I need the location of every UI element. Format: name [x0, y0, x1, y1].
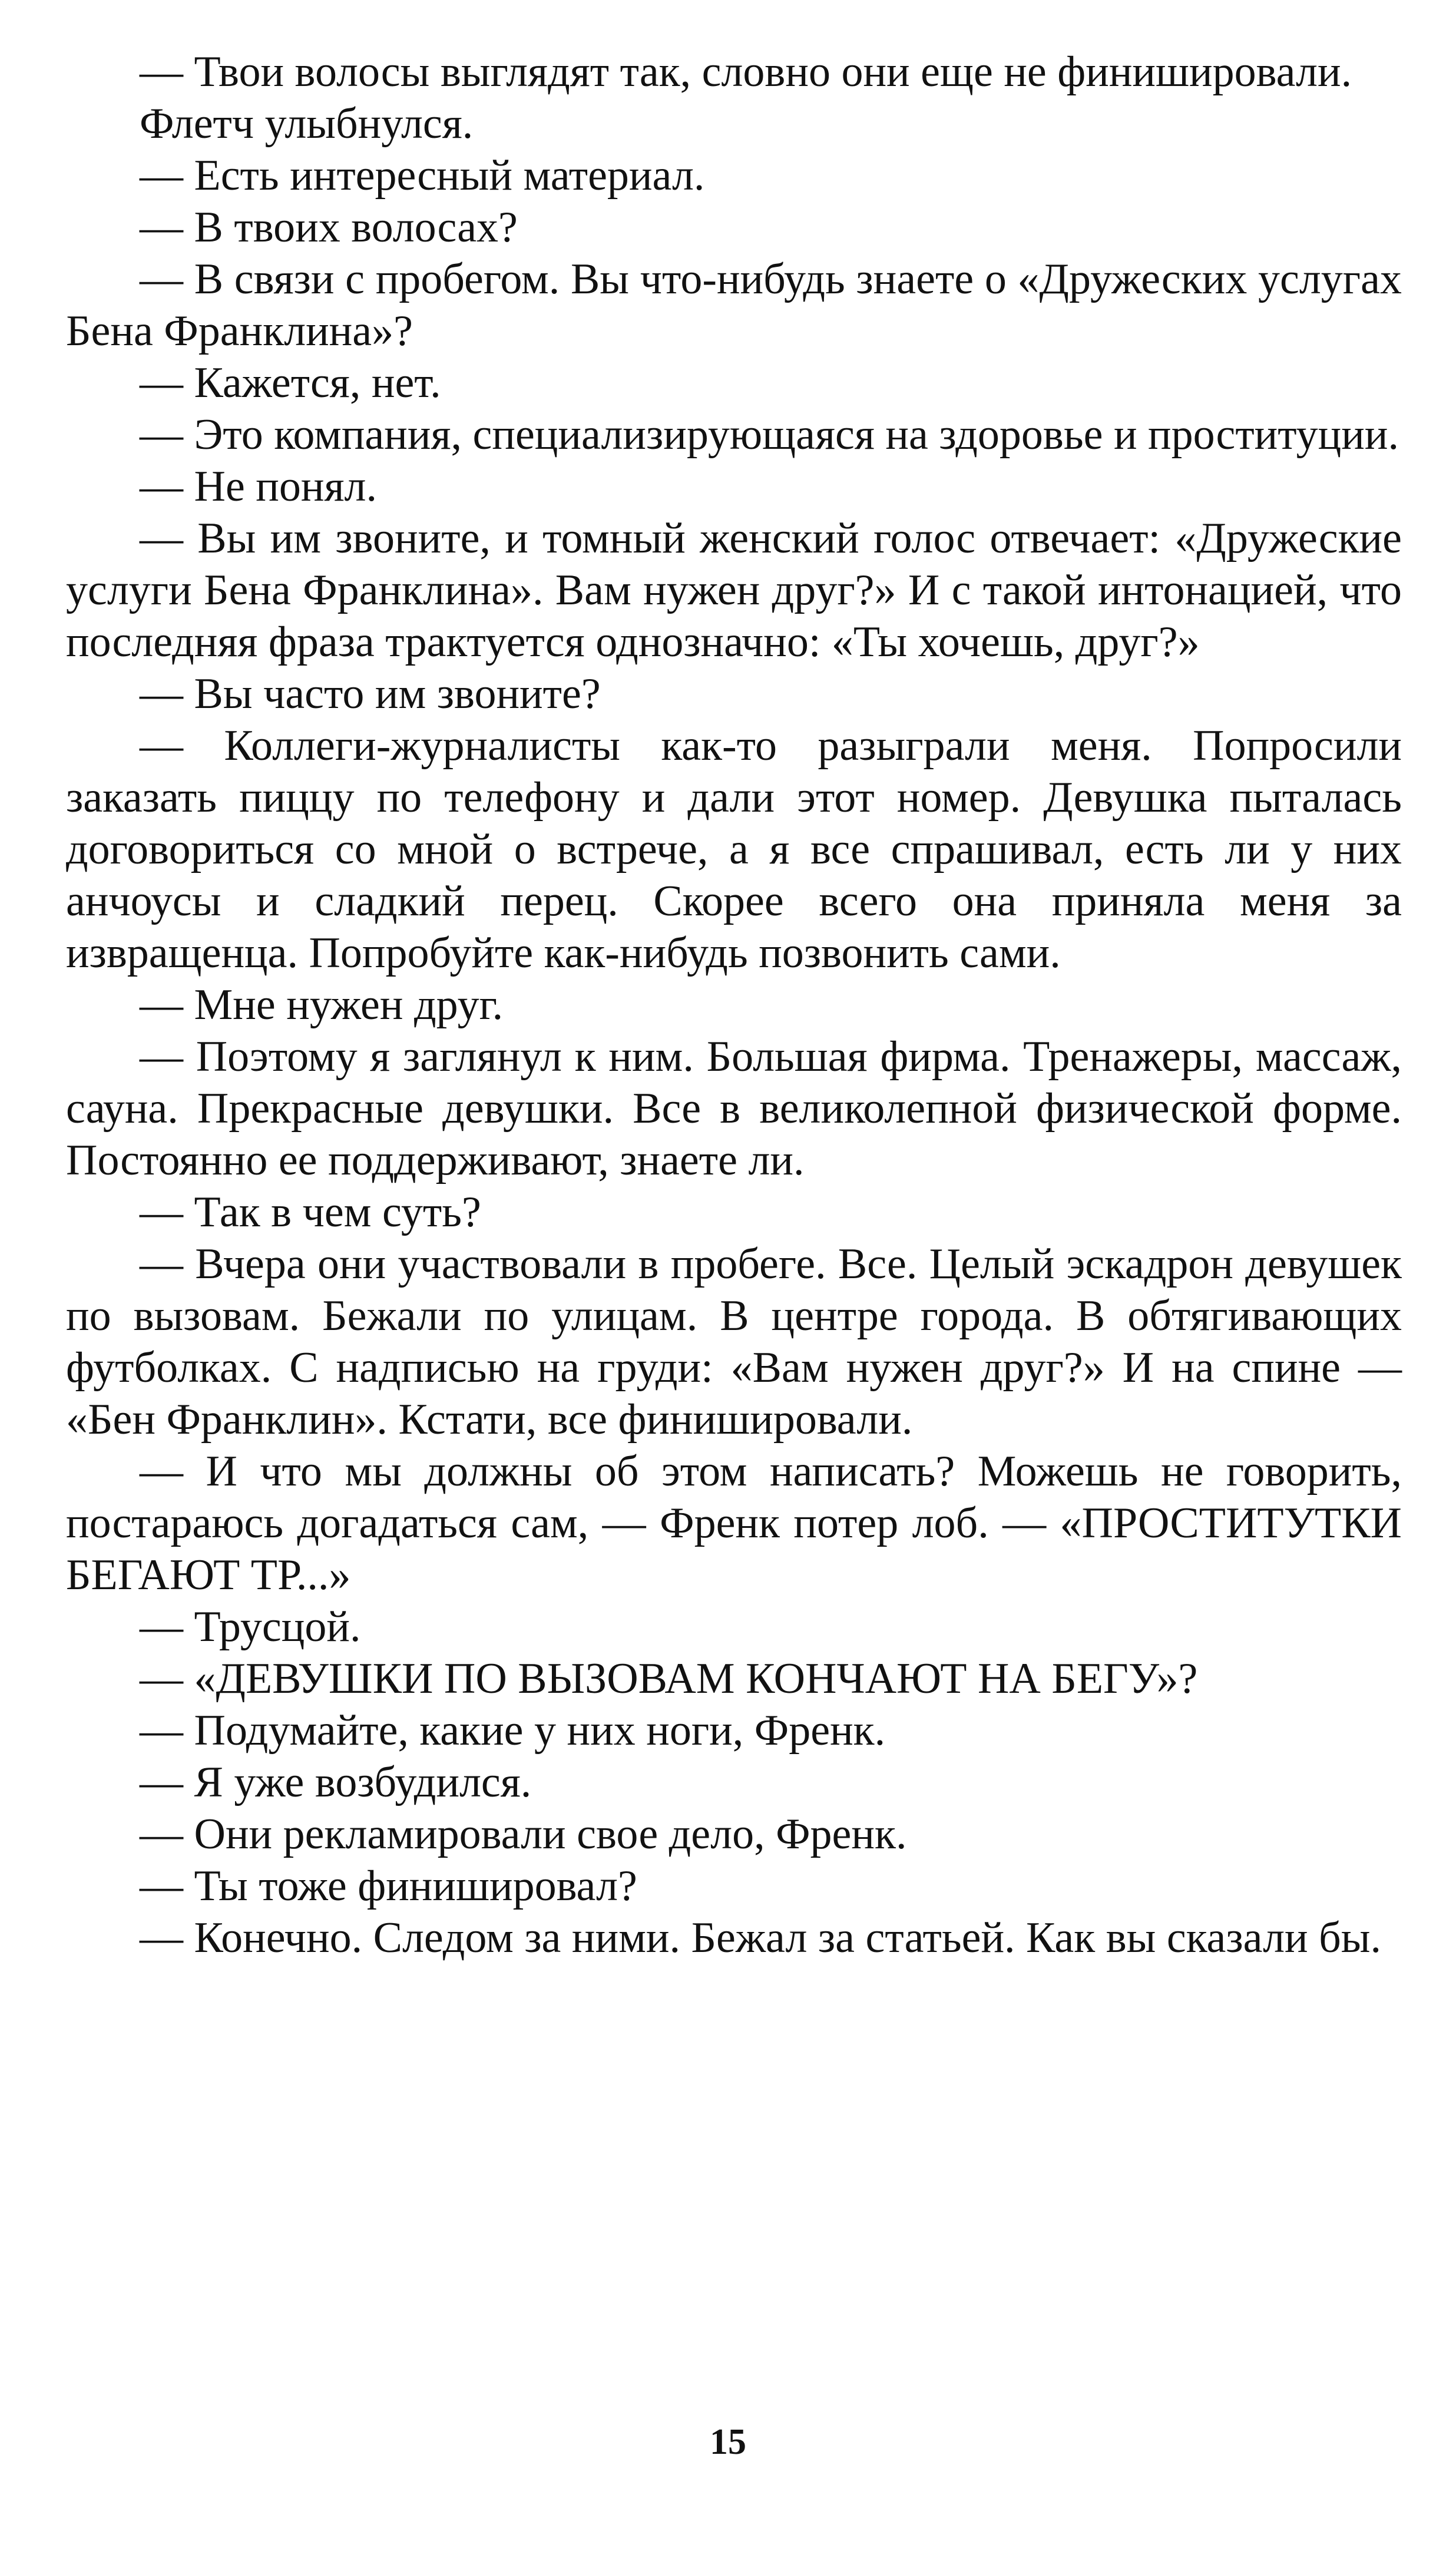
- paragraph: — Вы им звоните, и томный женский голос отвечает: «Дружеские услуги Бена Франклина». Вам нужен друг?» И с такой интонацией, что последняя фраза трактуется однозначно: «Ты хочешь, друг?»: [66, 514, 1402, 666]
- paragraph: — Коллеги-журналисты как-то разыграли меня. Попросили заказать пиццу по телефону и дали этот номер. Девушка пыталась договориться со мной о встрече, а я все спрашивал, есть ли у них анчоусы и сладкий перец. Скорее всего она приняла меня за извращенца. Попробуйте как-нибудь позвонить сами.: [66, 722, 1402, 977]
- paragraph: — Не понял.: [140, 462, 377, 511]
- paragraph: — Ты тоже финишировал?: [140, 1862, 637, 1910]
- paragraph: — Твои волосы выглядят так, словно они еще не финишировали.: [140, 48, 1352, 96]
- paragraph: — Трусцой.: [140, 1603, 361, 1651]
- paragraph: — И что мы должны об этом написать? Можешь не говорить, постараюсь догадаться сам, — Френк потер лоб. — «ПРОСТИТУТКИ БЕГАЮТ ТР...»: [66, 1447, 1402, 1599]
- paragraph: — Вчера они участвовали в пробеге. Все. Целый эскадрон девушек по вызовам. Бежали по улицам. В центре города. В обтягивающих футболках. С надписью на груди: «Вам нужен друг?» И на спине — «Бен Франклин». Кстати, все финишировали.: [66, 1240, 1402, 1444]
- paragraph: — Конечно. Следом за ними. Бежал за статьей. Как вы сказали бы.: [140, 1914, 1382, 1962]
- paragraph: — Подумайте, какие у них ноги, Френк.: [140, 1706, 886, 1755]
- paragraph: Флетч улыбнулся.: [140, 100, 474, 148]
- paragraph: — Так в чем суть?: [140, 1188, 481, 1236]
- paragraph: — Есть интересный материал.: [140, 151, 705, 200]
- page-number: 15: [710, 2422, 746, 2462]
- paragraph: — В связи с пробегом. Вы что-нибудь знаете о «Дружеских услугах Бена Франклина»?: [66, 255, 1402, 355]
- paragraph: — Кажется, нет.: [140, 359, 441, 407]
- paragraph: — Вы часто им звоните?: [140, 670, 601, 718]
- paragraph: — Мне нужен друг.: [140, 981, 504, 1029]
- paragraph: — В твоих волосах?: [140, 203, 518, 252]
- paragraph: — Это компания, специализирующаяся на здоровье и проституции.: [140, 411, 1399, 459]
- paragraph: — Поэтому я заглянул к ним. Большая фирма. Тренажеры, массаж, сауна. Прекрасные девушки. Все в великолепной физической форме. Постоянно ее поддерживают, знаете ли.: [66, 1033, 1402, 1184]
- paragraph: — Я уже возбудился.: [140, 1758, 532, 1806]
- paragraph: — Они рекламировали свое дело, Френк.: [140, 1810, 907, 1858]
- paragraph: — «ДЕВУШКИ ПО ВЫЗОВАМ КОНЧАЮТ НА БЕГУ»?: [140, 1655, 1198, 1703]
- text-column: [66, 46, 1402, 1964]
